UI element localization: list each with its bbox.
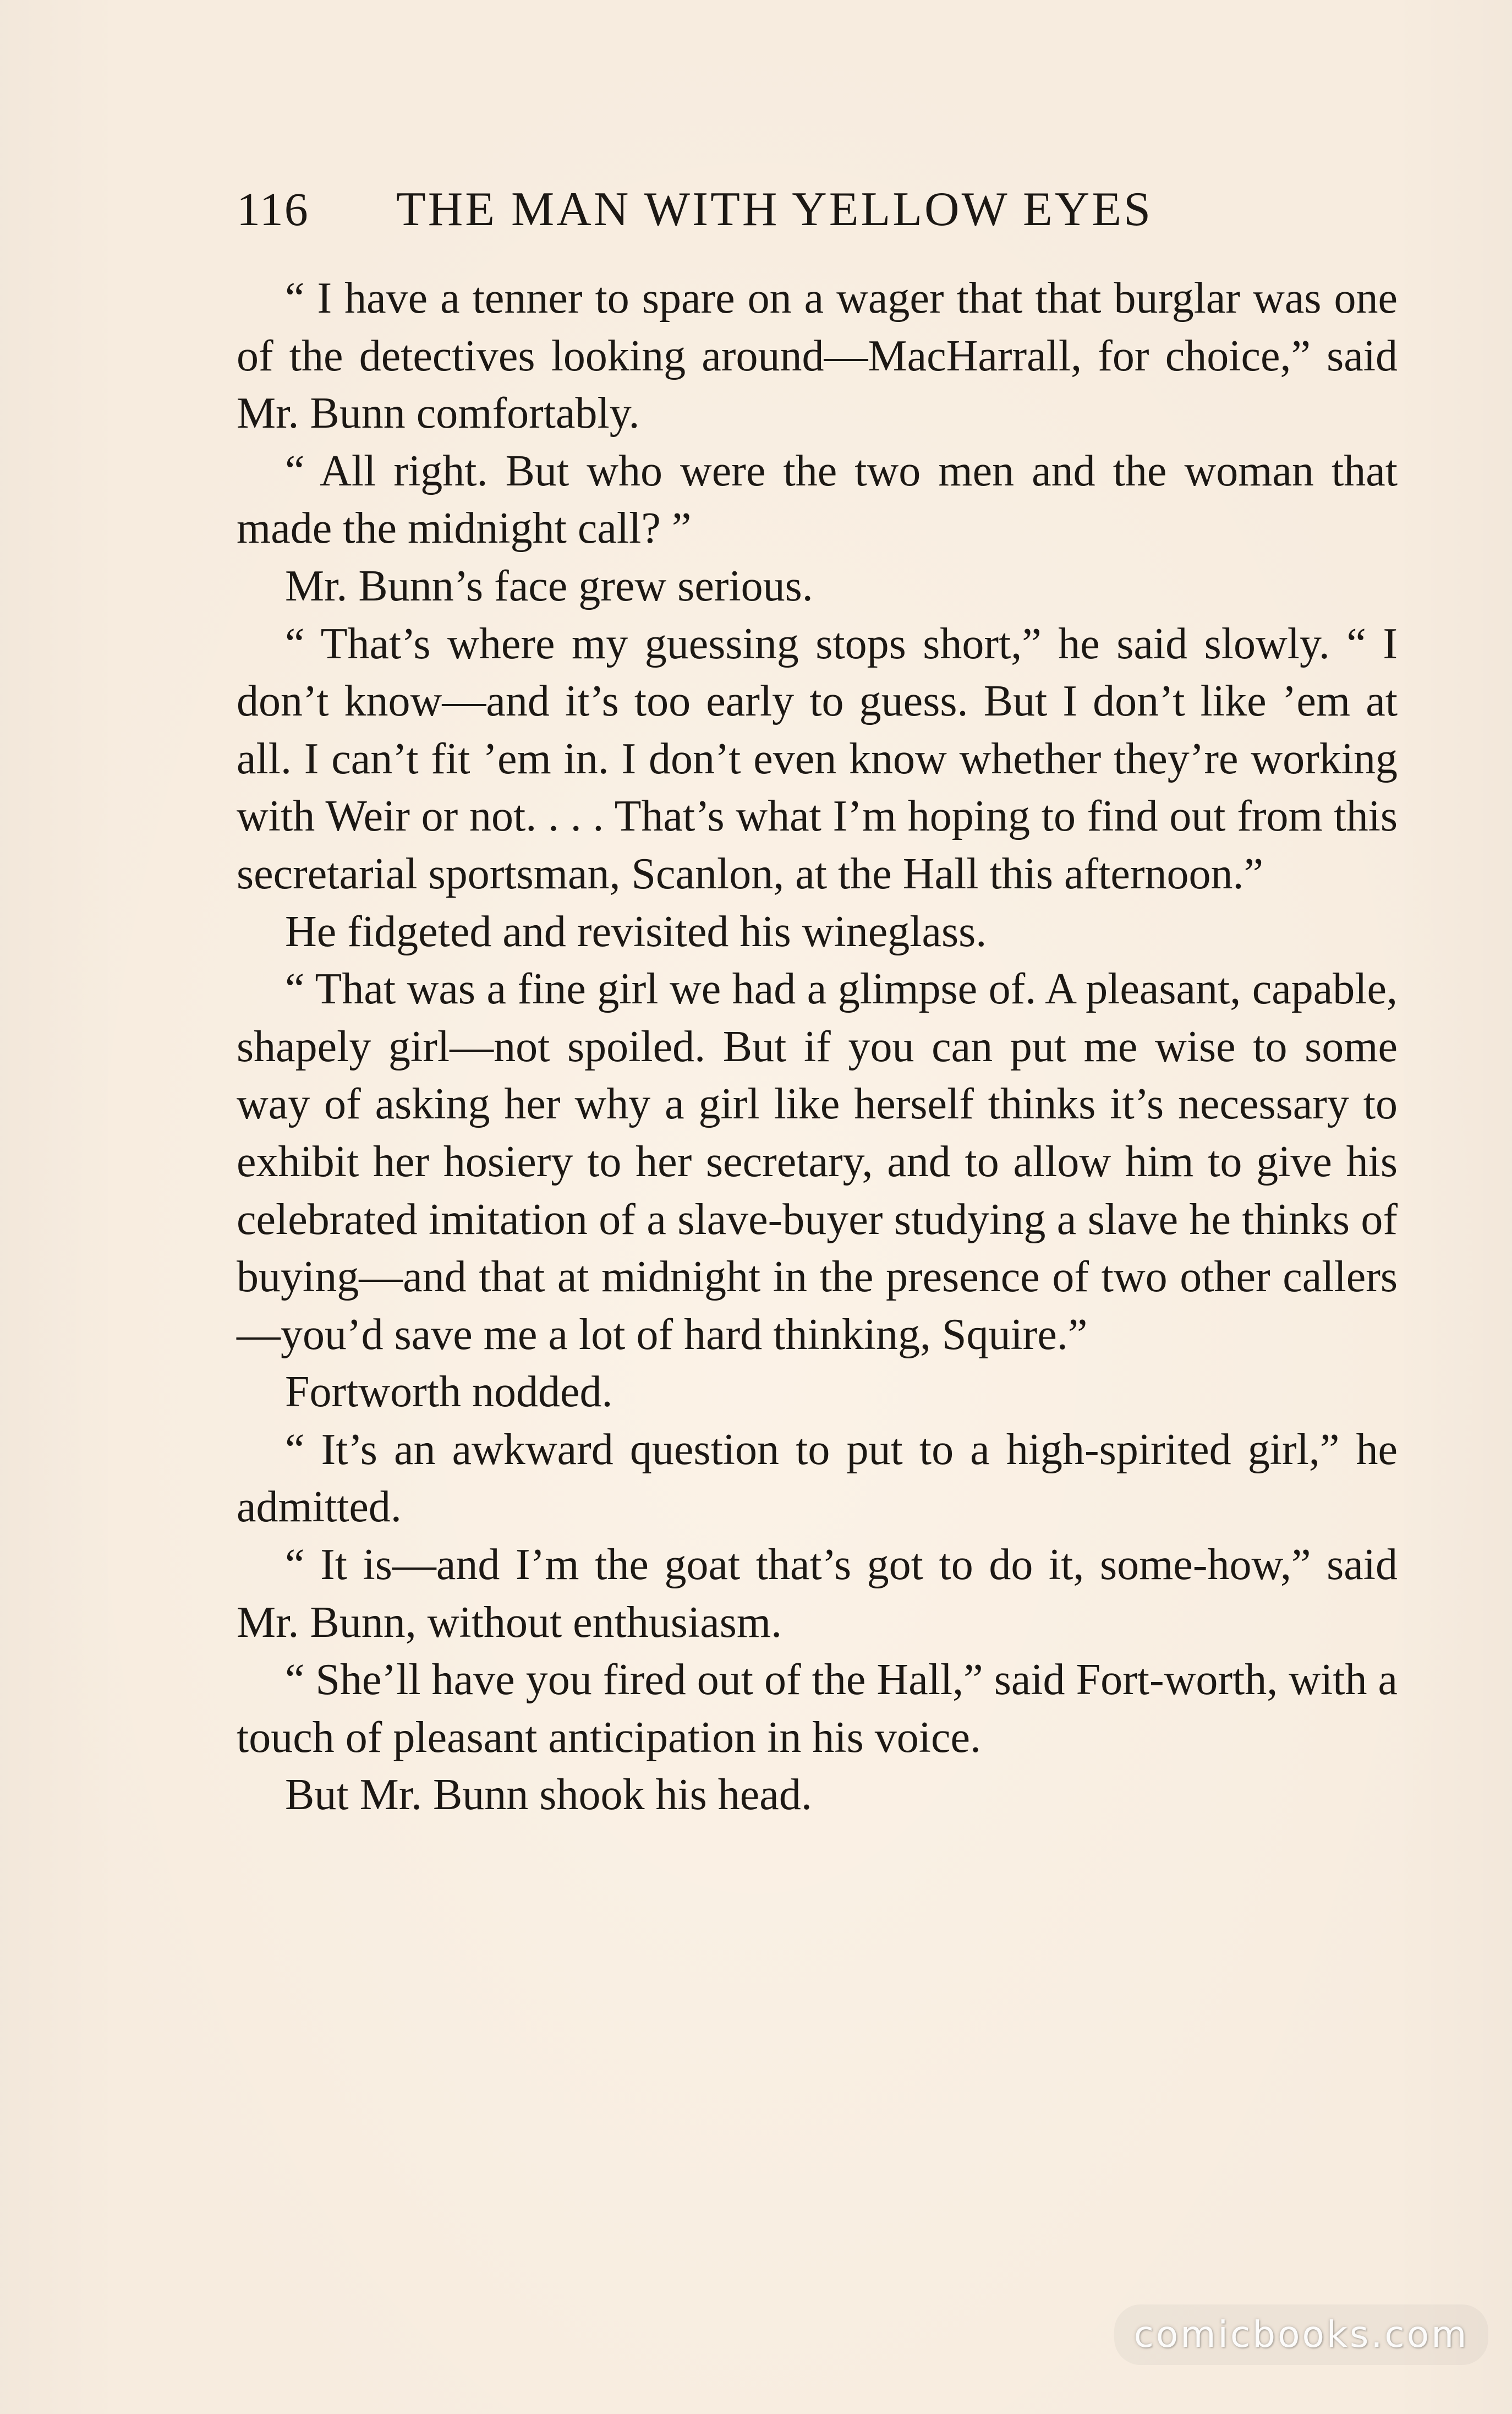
watermark: comicbooks.com [1114,2304,1488,2365]
paragraph-10: “ She’ll have you fired out of the Hall,” said Fort-worth, with a touch of pleasant anticipation in his voice. [237,1656,1398,1762]
paragraph-3: Mr. Bunn’s face grew serious. [285,561,813,610]
paragraph-11: But Mr. Bunn shook his head. [285,1771,812,1820]
running-head [237,176,1398,242]
paragraph-5: He fidgeted and revisited his wineglass. [285,907,987,956]
body-text [237,270,1398,1824]
paragraph-7: Fortworth nodded. [285,1368,613,1417]
paragraph-1: “ I have a tenner to spare on a wager that that burglar was one of the detectives looking around—MacHarrall, for choice,” said Mr. Bunn comfortably. [237,274,1398,438]
page-number: 116 [237,183,309,236]
paragraph-8: “ It’s an awkward question to put to a high-spirited girl,” he admitted. [237,1425,1398,1532]
paragraph-6: “ That was a fine girl we had a glimpse of. A pleasant, capable, shapely girl—not spoiled. But if you can put me wise to some way of asking her why a girl like herself thinks it’s necessary to exhibit her hosiery to her secretary, and to allow him to give his celebrated imitation of a slave-buyer studying a slave he thinks of buying—and that at midnight in the presence of two other callers—you’d save me a lot of hard thinking, Squire.” [237,965,1398,1359]
running-title: THE MAN WITH YELLOW EYES [396,183,1153,236]
paragraph-2: “ All right. But who were the two men and the woman that made the midnight call? ” [237,446,1398,553]
paragraph-9: “ It is—and I’m the goat that’s got to do it, some-how,” said Mr. Bunn, without enthusiasm. [237,1541,1398,1647]
paragraph-4: “ That’s where my guessing stops short,” he said slowly. “ I don’t know—and it’s too early to guess. But I don’t like ’em at all. I can’t fit ’em in. I don’t even know whether they’re working with Weir or not. . . . That’s what I’m hoping to find out from this secretarial sportsman, Scanlon, at the Hall this afternoon.” [237,619,1398,898]
